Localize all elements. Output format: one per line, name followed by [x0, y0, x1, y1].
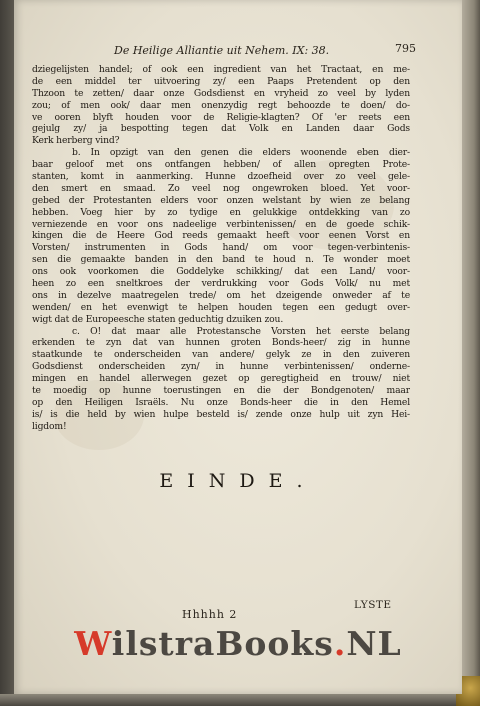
- text-line: zou; of men ook/ daar men onenzydig regt behoozde te doen/ do-: [32, 99, 410, 111]
- book-page: [14, 0, 462, 694]
- text-line: is/ is die held by wien hulpe besteld is/ zende onze hulp uit zyn Hei-: [32, 408, 410, 420]
- text-line: verniezende en voor ons nadeelige verbintenissen/ en de goede schik-: [32, 218, 410, 230]
- signature-mark: Hhhhh 2: [182, 608, 238, 621]
- catchword: LYSTE: [354, 599, 392, 611]
- running-header: [64, 42, 416, 60]
- running-title: De Heilige Alliantie uit Nehem. IX: 38.: [114, 44, 330, 57]
- text-line: stanten, komt in aanmerking. Hunne dzoefheid over zo veel gele-: [32, 171, 410, 183]
- text-line: heen zo een sneltkroes der verdrukking voor Gods Volk/ nu met: [32, 278, 410, 290]
- text-line: wenden/ en het evenwigt te helpen houden tegen een gedugt over-: [32, 301, 410, 313]
- watermark-name: ilstraBooks: [111, 624, 334, 663]
- page-number: 795: [395, 42, 416, 55]
- text-line: ligdom!: [32, 420, 67, 432]
- text-line: ons in dezelve maatregelen trede/ om het dzeigende onweder af te: [32, 289, 410, 301]
- text-line: dziegelijsten handel; of ook een ingredient van het Tractaat, en me-: [32, 64, 410, 75]
- text-line: sen die gemaakte banden in den band te houd n. Te wonder moet: [32, 254, 410, 266]
- closing-word: EINDE.: [159, 470, 317, 492]
- text-line: Thzoon te zetten/ daar onze Godsdienst en vryheid zo veel by lyden: [32, 87, 410, 99]
- text-line: op den Heiligen Israëls. Nu onze Bonds-heer die in den Hemel: [32, 396, 410, 408]
- watermark-suffix: NL: [346, 624, 402, 663]
- text-line: Kerk herberg vind?: [32, 135, 120, 147]
- text-line: kingen die de Heere God reeds gemaakt heeft voor eenen Vorst en: [32, 230, 410, 242]
- text-line: te moedig op hunne toerustingen en die der Bondgenoten/ maar: [32, 385, 410, 397]
- scan-bottom-edge: [0, 694, 480, 706]
- watermark-first-letter: W: [74, 624, 112, 663]
- text-line: hebben. Voeg hier by zo tydige en gelukkige ontdekking van zo: [32, 206, 410, 218]
- text-line: ve ooren blyft houden voor de Religie-klagten? Of 'er reets een: [32, 111, 410, 123]
- text-line: c. O! dat maar alle Protestansche Vorsten het eerste belang: [72, 325, 410, 337]
- text-line: wigt dat de Europeesche staten geduchtig dzuiken zou.: [32, 313, 284, 325]
- text-line: mingen en handel allerwegen gezet op geregtigheid en trouw/ niet: [32, 373, 410, 385]
- watermark-dot: .: [333, 624, 347, 663]
- watermark-logo: [14, 624, 462, 663]
- text-line: de een middel ter uitvoering zy/ een Paaps Pretendent op den: [32, 75, 410, 87]
- text-line: ons ook voorkomen die Goddelyke schikking/ dat een Land/ voor-: [32, 266, 410, 278]
- text-line: Godsdienst onderscheiden zyn/ in hunne verbintenissen/ onderne-: [32, 361, 410, 373]
- body-text: [32, 64, 410, 433]
- text-line: gejulg zy/ ja bespotting tegen dat Volk en Landen daar Gods: [32, 123, 410, 135]
- text-line: Vorsten/ instrumenten in Gods hand/ om voor tegen-verbintenis-: [32, 242, 410, 254]
- text-line: den smert en smaad. Zo veel nog ongewroken bloed. Yet voor-: [32, 182, 410, 194]
- text-line: gebed der Protestanten elders voor onzen welstant by wien ze belang: [32, 194, 410, 206]
- text-line: b. In opzigt van den genen die elders woonende eben dier-: [72, 147, 410, 159]
- text-line: erkenden te zyn dat van hunnen groten Bonds-heer/ zig in hunne: [32, 337, 410, 349]
- scan-right-edge: [460, 0, 480, 706]
- text-line: baar geloof met ons ontfangen hebben/ of allen opregten Prote-: [32, 159, 410, 171]
- scan-left-edge: [0, 0, 14, 706]
- text-line: staatkunde te onderscheiden van andere/ gelyk ze in den zuiveren: [32, 349, 410, 361]
